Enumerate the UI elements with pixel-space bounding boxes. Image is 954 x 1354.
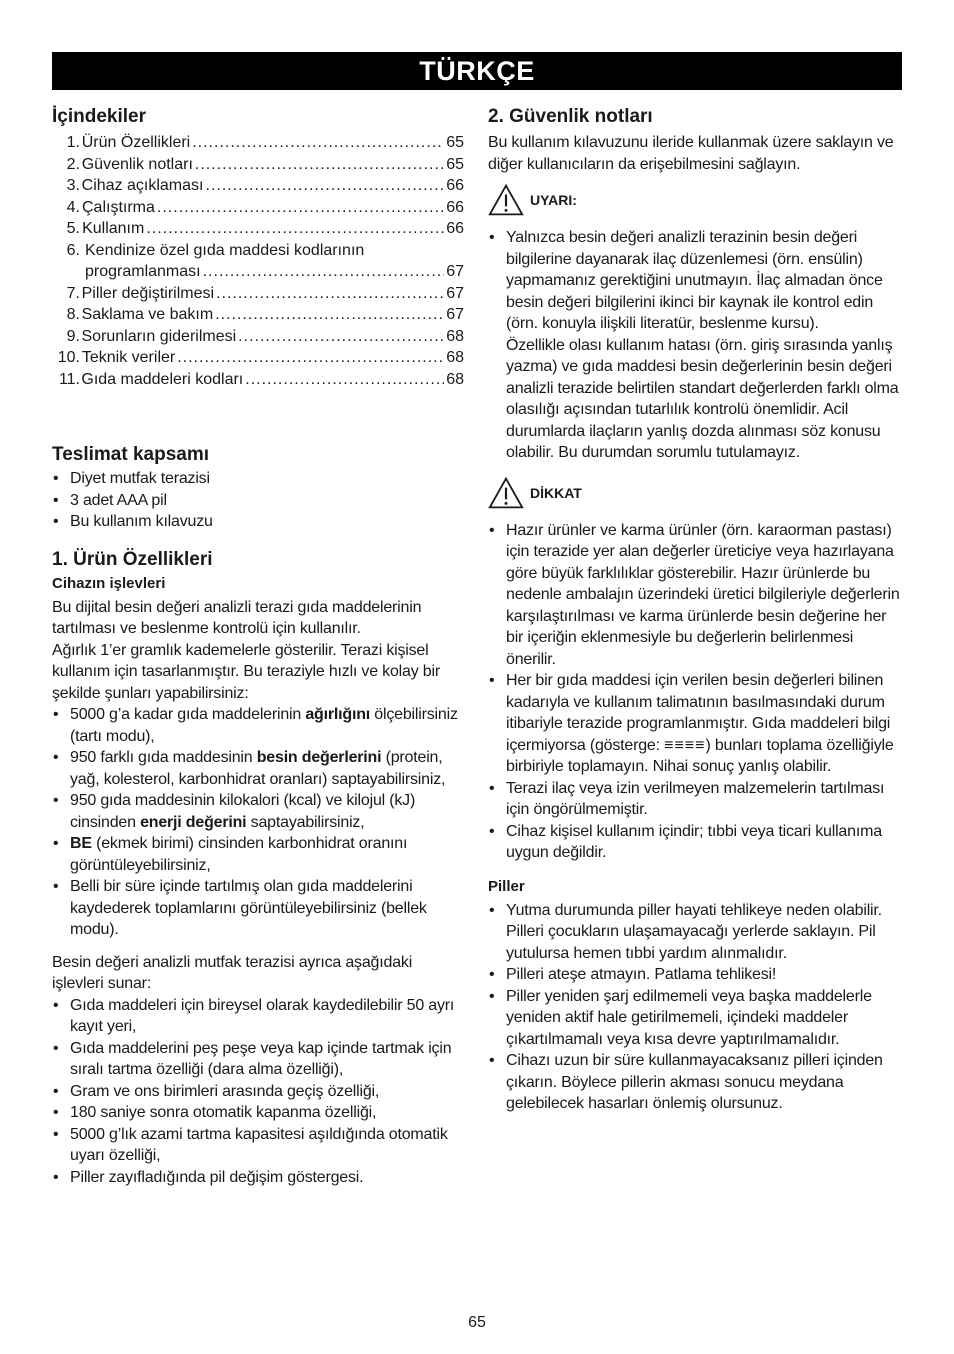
toc-item[interactable]: 8. Saklama ve bakım ..... 67	[52, 304, 464, 326]
batteries-title: Piller	[488, 877, 525, 895]
list-item: • 5000 g’a kadar gıda maddelerinin ağırlığını ölçebilirsiniz (tartı modu),	[52, 704, 464, 747]
batteries-list	[488, 900, 904, 1115]
delivery-title: Teslimat kapsamı	[52, 444, 210, 465]
list-item: • 180 saniye sonra otomatik kapanma özelliği,	[52, 1102, 464, 1124]
list-item: • Diyet mutfak terazisi	[52, 468, 464, 490]
right-column	[488, 104, 904, 1115]
toc-title: İçindekiler	[52, 106, 146, 127]
caution-label: DİKKAT	[530, 484, 582, 501]
list-item: • Yutma durumunda piller hayati tehlikeye neden olabilir. Pilleri çocukların ulaşamayacağı yerlerde saklayın. Pil yutulursa hemen tıbbi yardım alınmalıdır.	[488, 900, 904, 965]
toc-item[interactable]: 6. Kendinize özel gıda maddesi kodlarının programlanması ..... 67	[52, 240, 464, 283]
toc-item[interactable]: 7. Piller değiştirilmesi ..... 67	[52, 283, 464, 305]
toc-item[interactable]: 5. Kullanım ..... 66	[52, 218, 464, 240]
list-item: • Gram ve ons birimleri arasında geçiş özelliği,	[52, 1081, 464, 1103]
list-item: • 3 adet AAA pil	[52, 490, 464, 512]
list-item: • 5000 g’lık azami tartma kapasitesi aşıldığında otomatik uyarı özelliği,	[52, 1124, 464, 1167]
warning-triangle-icon	[488, 183, 524, 217]
list-item: • Cihazı uzun bir süre kullanmayacaksanız pilleri içinden çıkarın. Böylece pillerin akması sonucu meydana gelebilecek hasarları önlemiş olursunuz.	[488, 1050, 904, 1115]
features-intro: Bu dijital besin değeri analizli terazi gıda maddelerinin tartılması ve beslenme kontrolü için kullanılır.	[52, 598, 422, 637]
features-list-1	[52, 704, 464, 941]
list-item: • Yalnızca besin değeri analizli terazinin besin değeri bilgilerine dayanarak ilaç düzenlemesi (örn. ensülin) yapmamanız gerektiğini unutmayın. İlaç almadan önce besin değeri bilgilerini ikinci bir kaynak ile kontrol edin (örn. konuyla ilişkili literatür, beslenme kursu). Özellikle olası kullanım hatası (örn. giriş sırasında yanlış yazma) ve gıda maddesi besin değerlerinin besin değeri analizli terazide belirtilen standart değerlerden farklı olma olasılığı açısından tutarlılık kontrolü önemlidir. Acil durumlarda ilaçların yanlış dozda alınması söz konusu olabilir. Bu durumdan sorumlu tutulamayız.	[488, 227, 904, 464]
caution-triangle-icon	[488, 476, 524, 510]
safety-intro: Bu kullanım kılavuzunu ileride kullanmak üzere saklayın ve diğer kullanıcıların da erişebilmesini sağlayın.	[488, 134, 894, 173]
left-column	[52, 104, 464, 1188]
list-item: • Terazi ilaç veya izin verilmeyen malzemelerin tartılması için öngörülmemiştir.	[488, 778, 904, 821]
empty-display-symbol: ≡≡≡≡	[664, 736, 706, 754]
language-banner: TÜRKÇE	[52, 52, 902, 90]
warning-label: UYARI:	[530, 192, 577, 208]
toc-item[interactable]: 2. Güvenlik notları ..... 65	[52, 154, 464, 176]
delivery-list	[52, 468, 464, 533]
list-item: • Gıda maddeleri için bireysel olarak kaydedilebilir 50 ayrı kayıt yeri,	[52, 995, 464, 1038]
list-item: • Hazır ürünler ve karma ürünler (örn. karaorman pastası) için terazide yer alan değerler üreticiye veya hazırlayana göre büyük farklılıklar gösterebilir. Hazır ürünlerde bu nedenle ambalajın üzerindeki üretici bilgileriyle değerlerin karşılaştırılması ve karma ürünlerde besin değerine her bir içeriğin eklenmesiyle bu değerlerin belirlenmesi önerilir.	[488, 520, 904, 671]
features-subtitle: Cihazın işlevleri	[52, 574, 166, 592]
toc-item[interactable]: 4. Çalıştırma ..... 66	[52, 197, 464, 219]
list-item: • 950 farklı gıda maddesinin besin değerlerini (protein, yağ, kolesterol, karbonhidrat oranları) saptayabilirsiniz,	[52, 747, 464, 790]
list-item: • Piller zayıfladığında pil değişim göstergesi.	[52, 1167, 464, 1189]
caution-list	[488, 520, 904, 864]
safety-title: 2. Güvenlik notları	[488, 106, 653, 127]
features-intro2: Ağırlık 1’er gramlık kademelerle gösterilir. Terazi kişisel kullanım için tasarlanmıştır. Bu teraziyle hızlı ve kolay bir şekilde şunları yapabilirsiniz:	[52, 641, 440, 702]
features-list-2	[52, 995, 464, 1189]
toc-item[interactable]: 1. Ürün Özellikleri ..... 65	[52, 132, 464, 154]
warning-header	[488, 181, 904, 219]
features-title: 1. Ürün Özellikleri	[52, 548, 213, 570]
toc-item[interactable]: 3. Cihaz açıklaması ..... 66	[52, 175, 464, 197]
list-item: • Piller yeniden şarj edilmemeli veya başka maddelerle yeniden aktif hale getirilmemeli, içindeki maddeler çıkartılmamalı veya kısa devre yaptırılmamalıdır.	[488, 986, 904, 1051]
list-item: • Her bir gıda maddesi için verilen besin değerleri bilinen kadarıyla ve kullanım talimatının basılmasındaki durum itibariyle terazide programlanmıştır. Gıda maddeleri bilgi içermiyorsa (gösterge: ≡≡≡≡) bunları toplama özelliğiyle birbiriyle toplamayın. Nihai sonuç yanlış olabilir.	[488, 670, 904, 778]
list-item: • Belli bir süre içinde tartılmış olan gıda maddelerini kaydederek toplamlarını görüntüleyebilirsiniz (bellek modu).	[52, 876, 464, 941]
toc-item[interactable]: 11. Gıda maddeleri kodları ..... 68	[52, 369, 464, 391]
list-item: • Gıda maddelerini peş peşe veya kap içinde tartmak için sıralı tartma özelliği (dara alma özelliği),	[52, 1038, 464, 1081]
list-item: • Pilleri ateşe atmayın. Patlama tehlikesi!	[488, 964, 904, 986]
list-item: • Cihaz kişisel kullanım içindir; tıbbi veya ticari kullanıma uygun değildir.	[488, 821, 904, 864]
toc-list	[52, 132, 464, 390]
page-number: 65	[468, 1314, 486, 1331]
list-item: • Bu kullanım kılavuzu	[52, 511, 464, 533]
list-item: • 950 gıda maddesinin kilokalori (kcal) ve kilojul (kJ) cinsinden enerji değerini saptayabilirsiniz,	[52, 790, 464, 833]
warning-list	[488, 227, 904, 464]
caution-header	[488, 474, 904, 512]
list-item: • BE (ekmek birimi) cinsinden karbonhidrat oranını görüntüleyebilirsiniz,	[52, 833, 464, 876]
toc-item[interactable]: 10. Teknik veriler ..... 68	[52, 347, 464, 369]
toc-item[interactable]: 9. Sorunların giderilmesi ..... 68	[52, 326, 464, 348]
features-intro3: Besin değeri analizli mutfak terazisi ayrıca aşağıdaki işlevleri sunar:	[52, 953, 413, 992]
